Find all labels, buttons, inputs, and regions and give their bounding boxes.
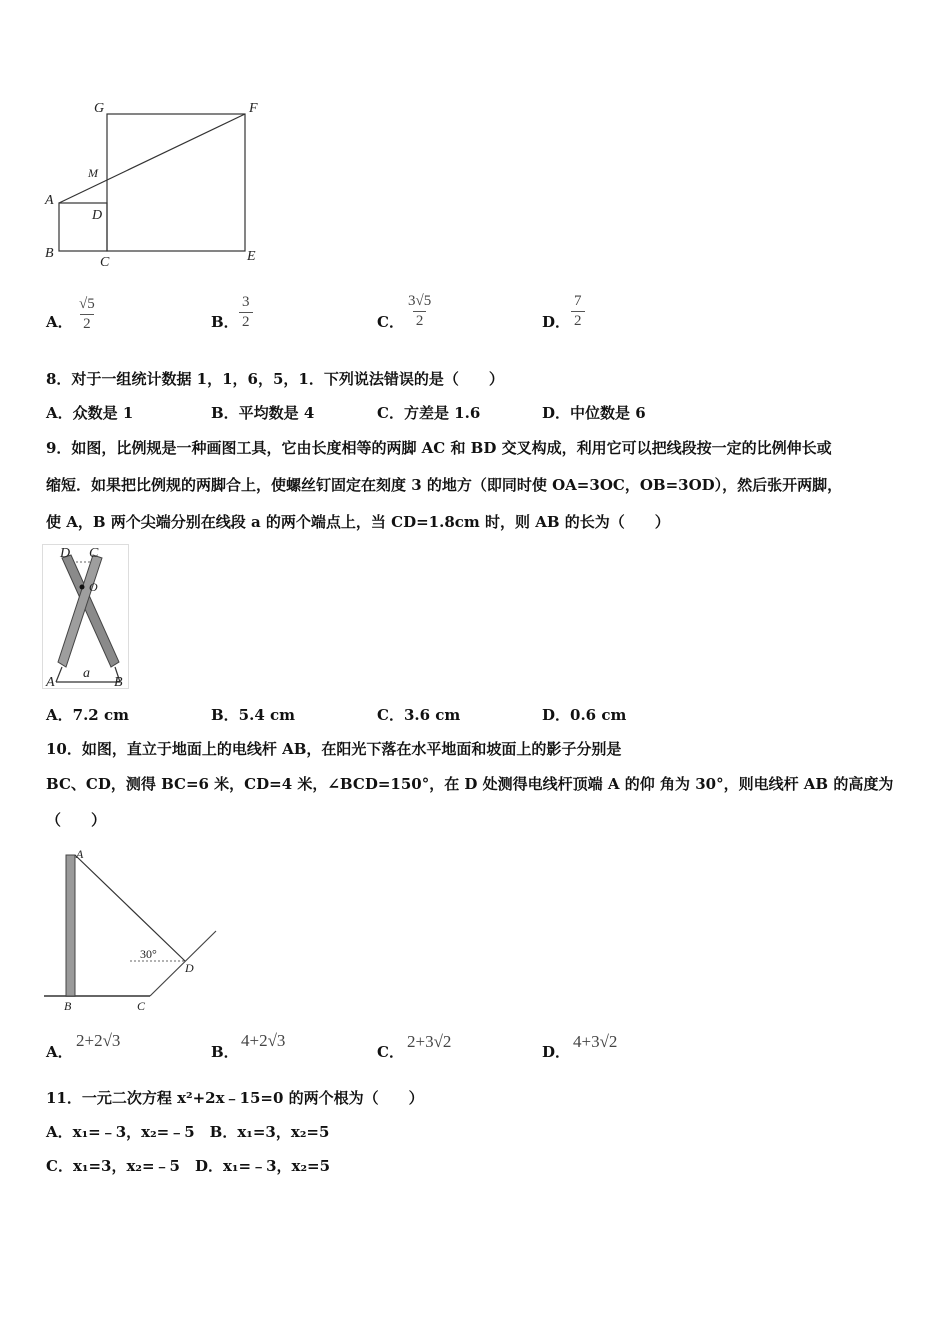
q9-stem-line-2: 缩短．如果把比例规的两脚合上，使螺丝钉固定在刻度 3 的地方（即同时使 OA=3OC，OB=3OD），然后张开两脚， [46, 476, 843, 494]
label-c: C [137, 999, 146, 1013]
q7-option-d-fraction: $\frac{7}{2}$ [571, 291, 585, 330]
q9-stem-line-3: 使 A，B 两个尖端分别在线段 a 的两个端点上，当 CD=1.8cm 时，则 AB 的长为（ ） [46, 513, 670, 531]
label-a: A [76, 847, 84, 861]
q9-option-b[interactable]: B．5.4 cm [211, 706, 296, 724]
q7-option-b-fraction: $\frac{3}{2}$ [239, 292, 253, 331]
q11-stem: 11．一元二次方程 x²+2x﹣15=0 的两个根为（ ） [46, 1089, 424, 1107]
q9-proportional-compass-figure [42, 544, 132, 692]
q10-option-b-expr: 4+2√3 [241, 1031, 286, 1050]
q7-option-b-letter[interactable]: B． [211, 313, 239, 331]
label-m: M [88, 166, 98, 180]
line-af [59, 114, 245, 203]
label-f: F [249, 101, 258, 116]
label-a-segment: a [83, 666, 90, 681]
q7-option-c-letter[interactable]: C． [377, 313, 404, 331]
label-a: A [46, 675, 55, 690]
q7-option-a-letter[interactable]: A． [46, 313, 73, 331]
label-b: B [64, 999, 72, 1013]
q8-option-b[interactable]: B．平均数是 4 [211, 404, 315, 422]
q9-stem-line-1: 9．如图，比例规是一种画图工具，它由长度相等的两脚 AC 和 BD 交叉构成，利用它可以把线段按一定的比例伸长或 [46, 439, 832, 457]
label-d: D [185, 961, 194, 975]
label-b: B [45, 246, 54, 261]
q7-option-d-letter[interactable]: D． [542, 313, 571, 331]
q10-stem-line-3: （ ） [46, 811, 107, 829]
q10-option-d-expr: 4+3√2 [573, 1032, 618, 1051]
square-cefg [107, 114, 245, 251]
label-c: C [100, 255, 110, 270]
q9-option-d[interactable]: D．0.6 cm [542, 706, 627, 724]
q9-option-c[interactable]: C．3.6 cm [377, 706, 461, 724]
q11-options-line-2[interactable]: C．x₁=3，x₂=﹣5 D．x₁=﹣3，x₂=5 [46, 1157, 331, 1175]
label-o: O [89, 580, 98, 594]
q10-pole-shadow-figure [44, 845, 224, 1015]
label-b: B [114, 675, 123, 690]
q10-option-a-expr: 2+2√3 [76, 1031, 121, 1050]
q9-option-a[interactable]: A．7.2 cm [46, 706, 129, 724]
slope [150, 931, 216, 996]
q7-option-a-fraction: $\frac{√5}{2}$ [79, 296, 95, 332]
label-c: C [89, 546, 99, 561]
label-a: A [45, 193, 54, 208]
q10-option-b-letter[interactable]: B． [211, 1043, 239, 1061]
label-30-degree: 30° [140, 947, 157, 961]
q8-option-c[interactable]: C．方差是 1.6 [377, 404, 481, 422]
label-g: G [94, 101, 105, 116]
q10-stem-line-1: 10．如图，直立于地面上的电线杆 AB，在阳光下落在水平地面和坡面上的影子分别是 [46, 740, 622, 758]
q8-stem: 8．对于一组统计数据 1，1，6，5，1．下列说法错误的是（ ） [46, 370, 504, 388]
q8-option-d[interactable]: D．中位数是 6 [542, 404, 646, 422]
q8-option-a[interactable]: A．众数是 1 [46, 404, 134, 422]
q7-option-c-fraction: $\frac{3√5}{2}$ [408, 293, 432, 329]
pole-ab [66, 855, 75, 996]
q10-option-c-expr: 2+3√2 [407, 1032, 452, 1051]
q11-options-line-1[interactable]: A．x₁=﹣3，x₂=﹣5 B．x₁=3，x₂=5 [46, 1123, 330, 1141]
label-d: D [92, 208, 103, 223]
label-e: E [247, 249, 256, 264]
sight-line-ad [75, 855, 185, 961]
q10-option-d-letter[interactable]: D． [542, 1043, 571, 1061]
q7-figure [38, 92, 273, 272]
q10-stem-line-2: BC、CD，测得 BC=6 米，CD=4 米，∠BCD=150°，在 D 处测得电线杆顶端 A 的仰 角为 30°，则电线杆 AB 的高度为 [46, 775, 894, 793]
screw-o [80, 585, 85, 590]
label-d: D [60, 546, 71, 561]
q10-option-a-letter[interactable]: A． [46, 1043, 73, 1061]
q10-option-c-letter[interactable]: C． [377, 1043, 404, 1061]
